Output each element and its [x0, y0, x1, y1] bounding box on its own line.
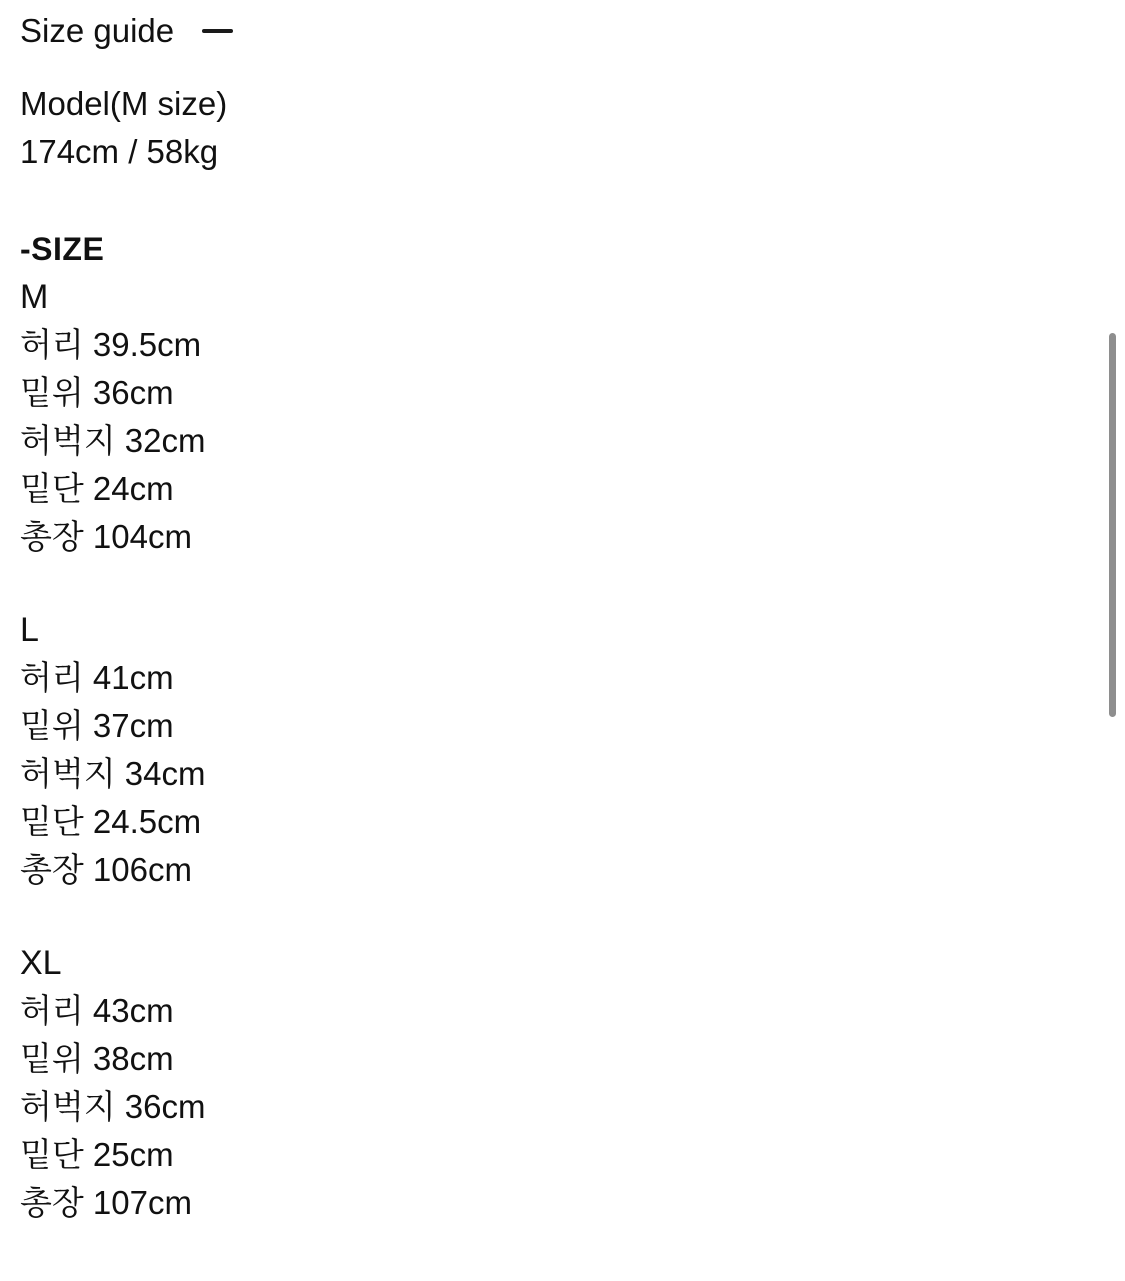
size-name: L [20, 611, 39, 649]
measurement-line: 총장 106cm [20, 851, 192, 888]
collapse-minus-icon[interactable] [202, 29, 233, 33]
measurement-line: 허리 39.5cm [20, 326, 202, 363]
scrollbar-thumb[interactable] [1109, 333, 1116, 717]
measurement-line: 허리 43cm [20, 992, 174, 1029]
measurement-line: 밑단 24.5cm [20, 803, 202, 840]
size-heading: -SIZE [20, 231, 105, 267]
size-group-m [20, 273, 1085, 561]
measurement-line: 총장 107cm [20, 1184, 192, 1221]
measurement-line: 밑단 25cm [20, 1136, 174, 1173]
measurement-line: 허벅지 36cm [20, 1088, 206, 1125]
measurement-line: 허벅지 32cm [20, 422, 206, 459]
measurement-line: 밑위 36cm [20, 374, 174, 411]
size-group-l [20, 606, 1085, 894]
model-stats: 174cm / 58kg [20, 133, 219, 170]
measurement-line: 허벅지 34cm [20, 755, 206, 792]
measurement-line: 밑단 24cm [20, 470, 174, 507]
size-name: XL [20, 944, 62, 982]
size-group-xl [20, 939, 1085, 1227]
size-guide-header [20, 12, 1085, 50]
measurement-line: 밑위 37cm [20, 707, 174, 744]
measurement-line: 밑위 38cm [20, 1040, 174, 1077]
measurement-line: 허리 41cm [20, 659, 174, 696]
measurement-line: 총장 104cm [20, 518, 192, 555]
page-title: Size guide [20, 12, 175, 49]
size-name: M [20, 278, 49, 316]
model-info [20, 80, 1085, 176]
model-label: Model(M size) [20, 85, 228, 122]
